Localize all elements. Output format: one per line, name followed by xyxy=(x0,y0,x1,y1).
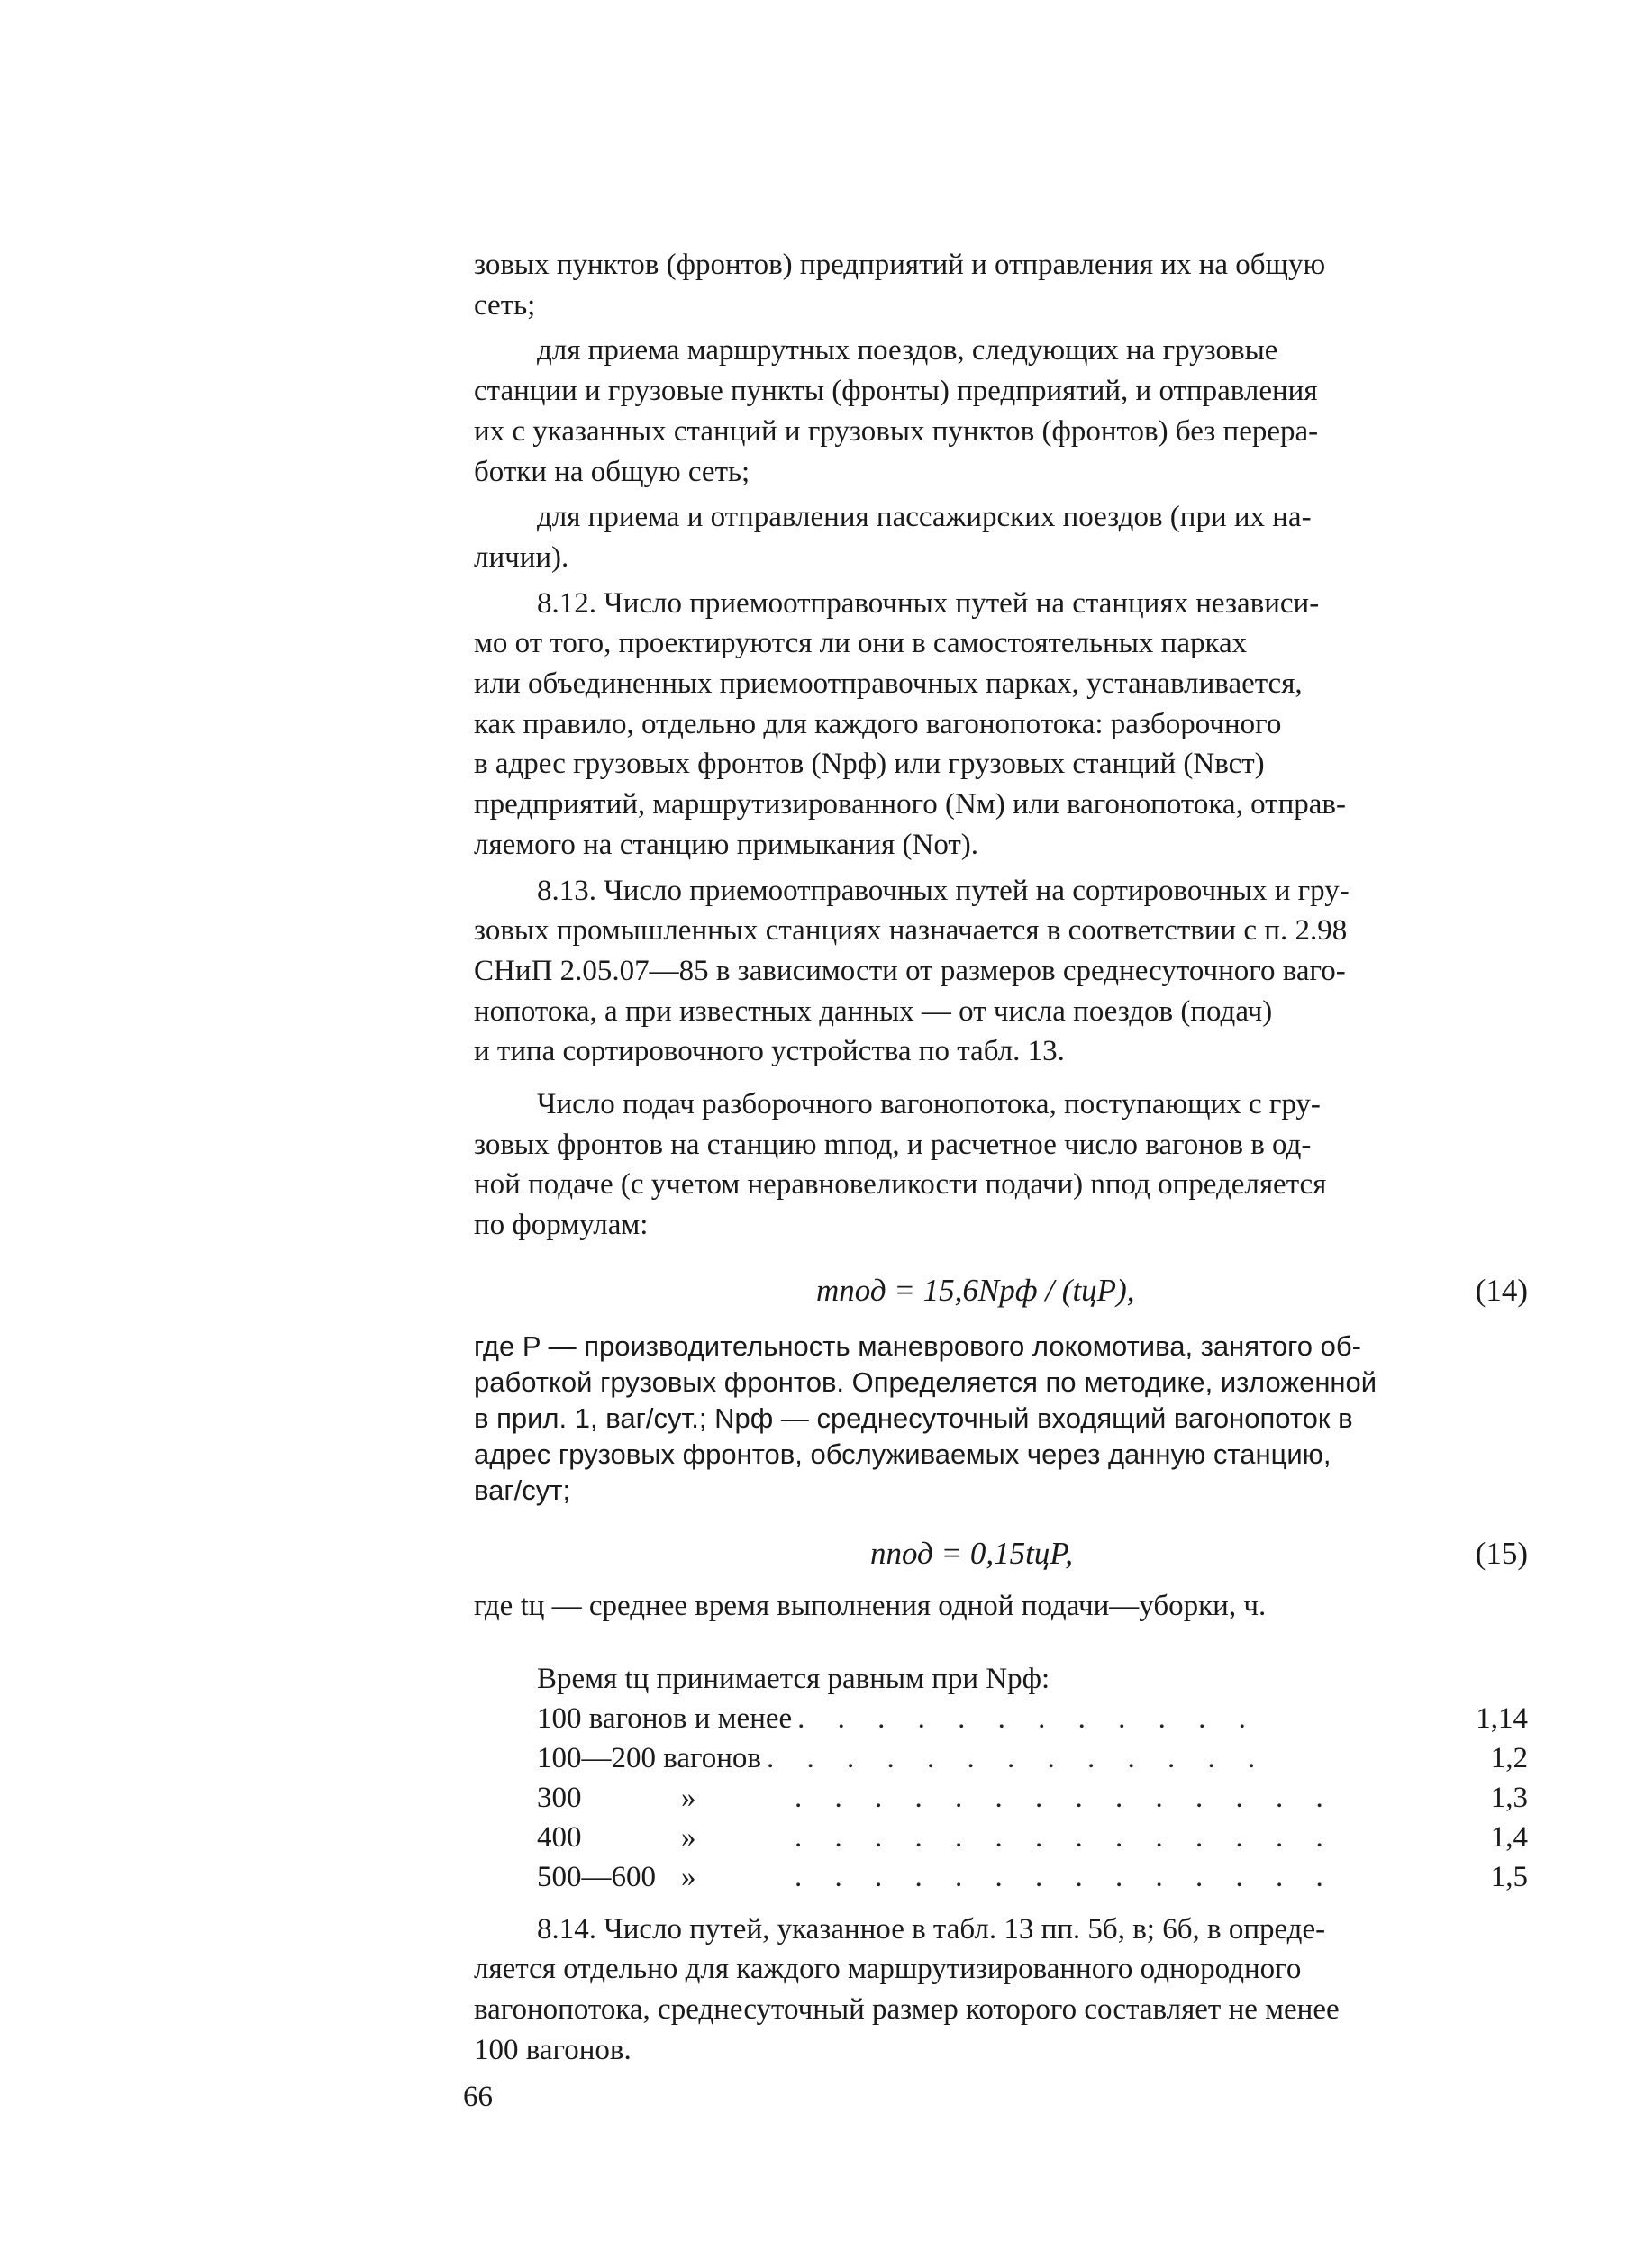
page-number: 66 xyxy=(463,2081,493,2113)
table-intro xyxy=(537,1659,1528,1699)
formula-number: (15) xyxy=(1475,1535,1528,1571)
row-label: 100—200 вагонов xyxy=(537,1741,761,1774)
text-line: нопотока, а при известных данных — от числа поездов (подач) xyxy=(474,994,1273,1028)
leader-dots: . . . . . . . . . . . . . xyxy=(767,1741,1268,1774)
formula-15 xyxy=(474,1509,1528,1586)
text-line: в прил. 1, ваг/сут.; Nрф — среднесуточный входящий вагонопоток в xyxy=(474,1402,1353,1434)
formula-14 xyxy=(474,1246,1528,1329)
text-line: зовых промышленных станциях назначается в соответствии с п. 2.98 xyxy=(474,914,1348,948)
leader-dots: . . . . . . . . . . . . . . xyxy=(795,1781,1336,1814)
row-label: 300 xyxy=(537,1781,582,1814)
text-line: и типа сортировочного устройства по табл. 13. xyxy=(474,1035,1065,1068)
text-line: станции и грузовые пункты (фронты) предприятий, и отправления xyxy=(474,375,1318,408)
row-ditto-mark: » xyxy=(681,1860,696,1893)
table-row xyxy=(537,1857,1528,1897)
row-ditto-mark: » xyxy=(681,1820,696,1854)
text-line: или объединенных приемоотправочных парках, устанавливается, xyxy=(474,667,1303,701)
text-line: зовых пунктов (фронтов) предприятий и отправления их на общую xyxy=(474,249,1326,281)
text-line: в адрес грузовых фронтов (Nрф) или грузовых станций (Nвст) xyxy=(474,748,1265,781)
row-value: 1,14 xyxy=(1476,1701,1528,1735)
text-line: ляется отдельно для каждого маршрутизированного однородного xyxy=(474,1953,1302,1986)
text-line: ботки на общую сеть; xyxy=(474,455,750,488)
row-label: 500—600 xyxy=(537,1860,656,1893)
text-line: Число подач разборочного вагонопотока, поступающих с гру- xyxy=(537,1088,1321,1121)
text-line: работкой грузовых фронтов. Определяется по методике, изложенной xyxy=(474,1365,1377,1398)
leader-dots: . . . . . . . . . . . . . . xyxy=(795,1820,1336,1854)
paragraph-8-12 xyxy=(474,584,1528,866)
row-label: 400 xyxy=(537,1820,582,1854)
formula-expression: nпод = 0,15tцP, xyxy=(870,1535,1073,1571)
paragraph-passenger-trains xyxy=(474,497,1528,577)
time-table xyxy=(474,1659,1528,1897)
table-row xyxy=(537,1699,1528,1738)
where-15: где tц — среднее время выполнения одной подачи—уборки, ч. xyxy=(474,1589,1267,1622)
paragraph-route-trains xyxy=(474,331,1528,492)
paragraph-8-14 xyxy=(474,1910,1528,2071)
paragraph-8-13 xyxy=(474,871,1528,1073)
text-line: 8.14. Число путей, указанное в табл. 13 пп. 5б, в; 6б, в опреде- xyxy=(537,1912,1326,1946)
row-ditto-mark: » xyxy=(681,1781,696,1814)
formula-expression: mпод = 15,6Nрф / (tцP), xyxy=(816,1272,1135,1308)
text-line: СНиП 2.05.07—85 в зависимости от размеров среднесуточного ваго- xyxy=(474,954,1346,987)
text-line: предприятий, маршрутизированного (Nм) или вагонопотока, отправ- xyxy=(474,788,1346,821)
text-line: для приема маршрутных поездов, следующих на грузовые xyxy=(537,334,1278,367)
text-line: по формулам: xyxy=(474,1209,649,1242)
paragraph-list-end xyxy=(474,245,1528,325)
text-line: для приема и отправления пассажирских поездов (при их на- xyxy=(537,501,1312,534)
text-line: как правило, отдельно для каждого вагонопотока: разборочного xyxy=(474,707,1282,740)
where-14 xyxy=(474,1329,1528,1509)
text-line: вагонопотока, среднесуточный размер которого составляет не менее xyxy=(474,1992,1340,2026)
row-label: 100 вагонов и менее xyxy=(537,1701,793,1735)
page-body xyxy=(474,245,1528,2070)
text-line: сеть; xyxy=(474,288,536,322)
text-line: мо от того, проектируются ли они в самостоятельных парках xyxy=(474,627,1248,660)
row-value: 1,4 xyxy=(1490,1820,1528,1854)
formula-number: (14) xyxy=(1475,1272,1528,1308)
leader-dots: . . . . . . . . . . . . . . xyxy=(795,1860,1336,1893)
text-line: ваг/сут; xyxy=(474,1474,571,1506)
text-line: ной подаче (с учетом неравновеликости подачи) nпод определяется xyxy=(474,1168,1327,1202)
text-line: зовых фронтов на станцию mпод, и расчетное число вагонов в од- xyxy=(474,1128,1312,1161)
table-row xyxy=(537,1738,1528,1778)
table-row xyxy=(537,1778,1528,1818)
text-line: адрес грузовых фронтов, обслуживаемых через данную станцию, xyxy=(474,1438,1331,1470)
text-line: 8.13. Число приемоотправочных путей на сортировочных и гру- xyxy=(537,874,1350,907)
paragraph-number-of-feeds xyxy=(474,1084,1528,1246)
table-intro-text: Время tц принимается равным при Nрф: xyxy=(537,1662,1050,1695)
text-line: 100 вагонов. xyxy=(474,2033,632,2066)
table-row xyxy=(537,1818,1528,1857)
text-line: где P — производительность маневрового локомотива, занятого об- xyxy=(474,1329,1361,1362)
leader-dots: . . . . . . . . . . . . xyxy=(797,1701,1259,1735)
text-line: ляемого на станцию примыкания (Nот). xyxy=(474,828,979,861)
row-value: 1,2 xyxy=(1490,1741,1528,1774)
text-line: их с указанных станций и грузовых пунктов (фронтов) без перера- xyxy=(474,414,1319,448)
text-line: личии). xyxy=(474,540,569,574)
text-line: 8.12. Число приемоотправочных путей на станциях независи- xyxy=(537,586,1320,620)
row-value: 1,5 xyxy=(1490,1860,1528,1893)
row-value: 1,3 xyxy=(1490,1781,1528,1814)
